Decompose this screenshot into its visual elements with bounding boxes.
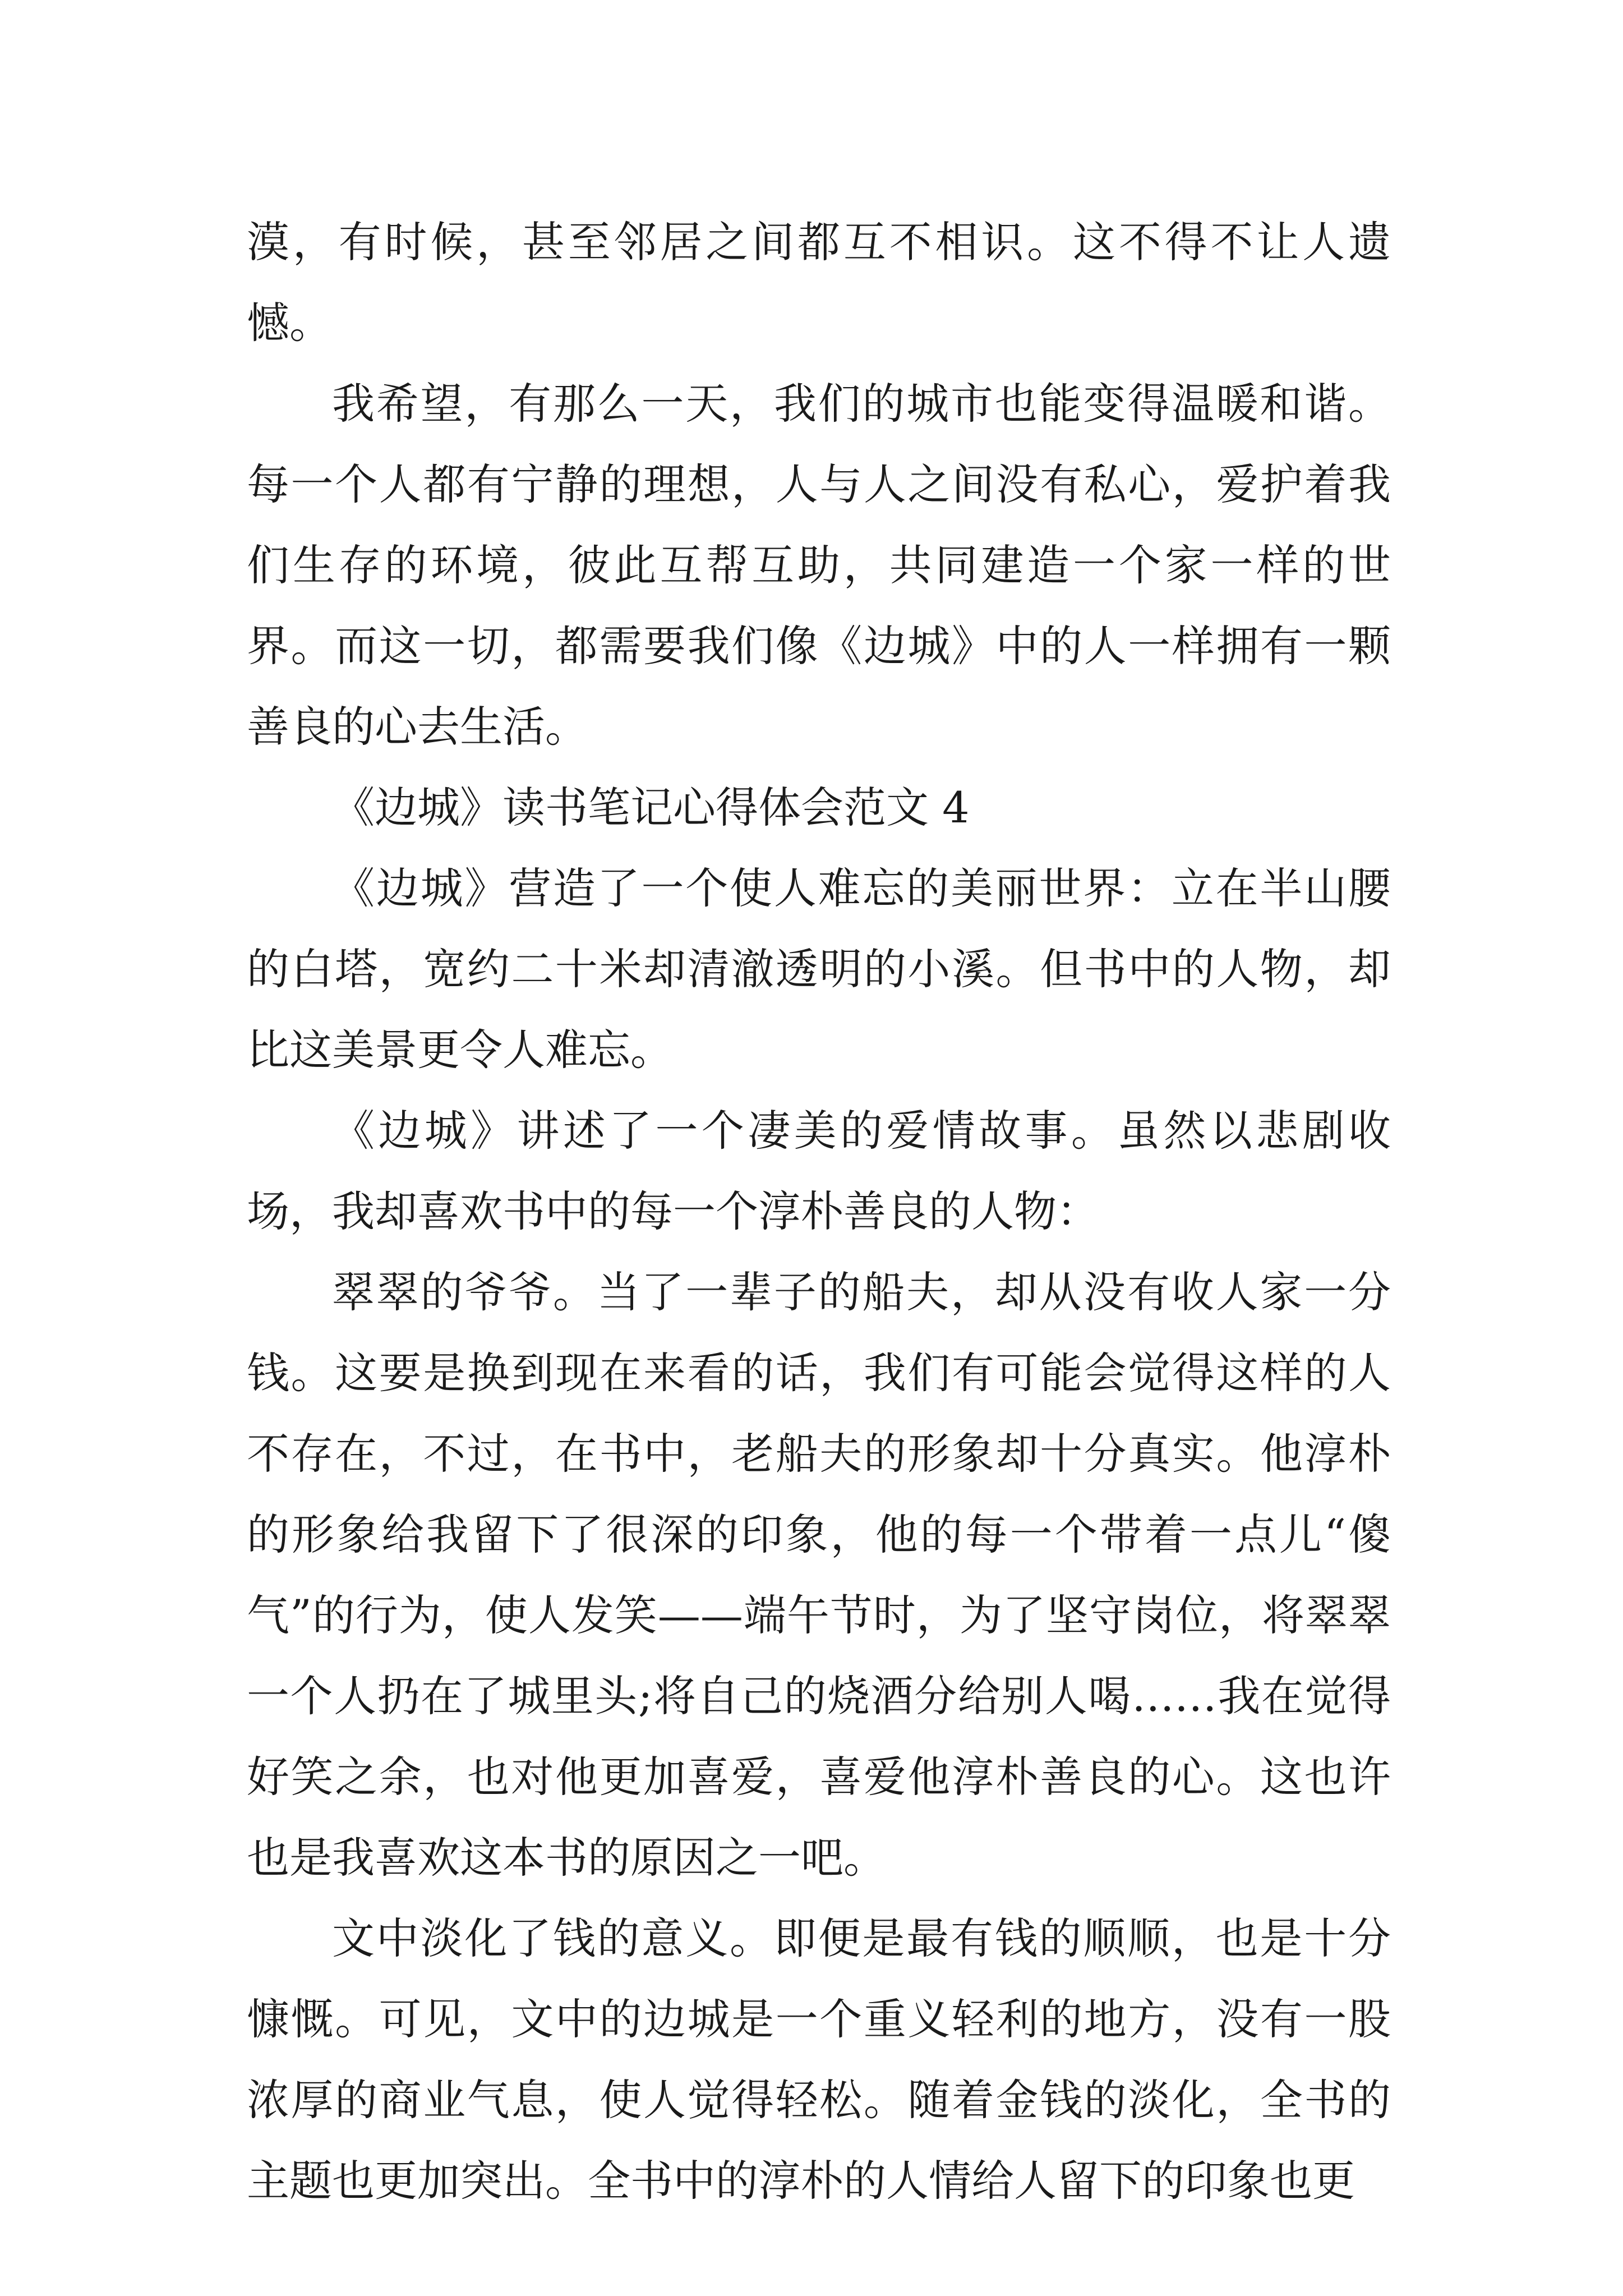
paragraph-continuation: 漠，有时候，甚至邻居之间都互不相识。这不得不让人遗憾。: [247, 217, 1391, 348]
paragraph-grandfather: 翠翠的爷爷。当了一辈子的船夫，却从没有收人家一分钱。这要是换到现在来看的话，我们有可能会觉得这样的人不存在，不过，在书中，老船夫的形象却十分真实。他淳朴的形象给我留下了很深的印象，他的每一个带着一点儿“傻气”的行为，使人发笑——端午节时，为了坚守岗位，将翠翠一个人扔在了城里头;将自己的烧酒分给别人喝……我在觉得好笑之余，也对他更加喜爱，喜爱他淳朴善良的心。这也许也是我喜欢这本书的原因之一吧。: [247, 1267, 1391, 1883]
paragraph-beautiful-world: 《边城》营造了一个使人难忘的美丽世界：立在半山腰的白塔，宽约二十米却清澈透明的小溪。但书中的人物，却比这美景更令人难忘。: [247, 863, 1391, 1075]
section-heading: 《边城》读书笔记心得体会范文 4: [332, 783, 970, 832]
document-body: [247, 202, 1391, 2221]
paragraph-hope: 我希望，有那么一天，我们的城市也能变得温暖和谐。每一个人都有宁静的理想，人与人之间没有私心，爱护着我们生存的环境，彼此互帮互助，共同建造一个家一样的世界。而这一切，都需要我们像《边城》中的人一样拥有一颗善良的心去生活。: [247, 379, 1391, 752]
paragraph-money: 文中淡化了钱的意义。即便是最有钱的顺顺，也是十分慷慨。可见，文中的边城是一个重义轻利的地方，没有一股浓厚的商业气息，使人觉得轻松。随着金钱的淡化，全书的主题也更加突出。全书中的淳朴的人情给人留下的印象也更: [247, 1913, 1391, 2206]
paragraph-love-story: 《边城》讲述了一个凄美的爱情故事。虽然以悲剧收场，我却喜欢书中的每一个淳朴善良的人物：: [247, 1106, 1391, 1236]
